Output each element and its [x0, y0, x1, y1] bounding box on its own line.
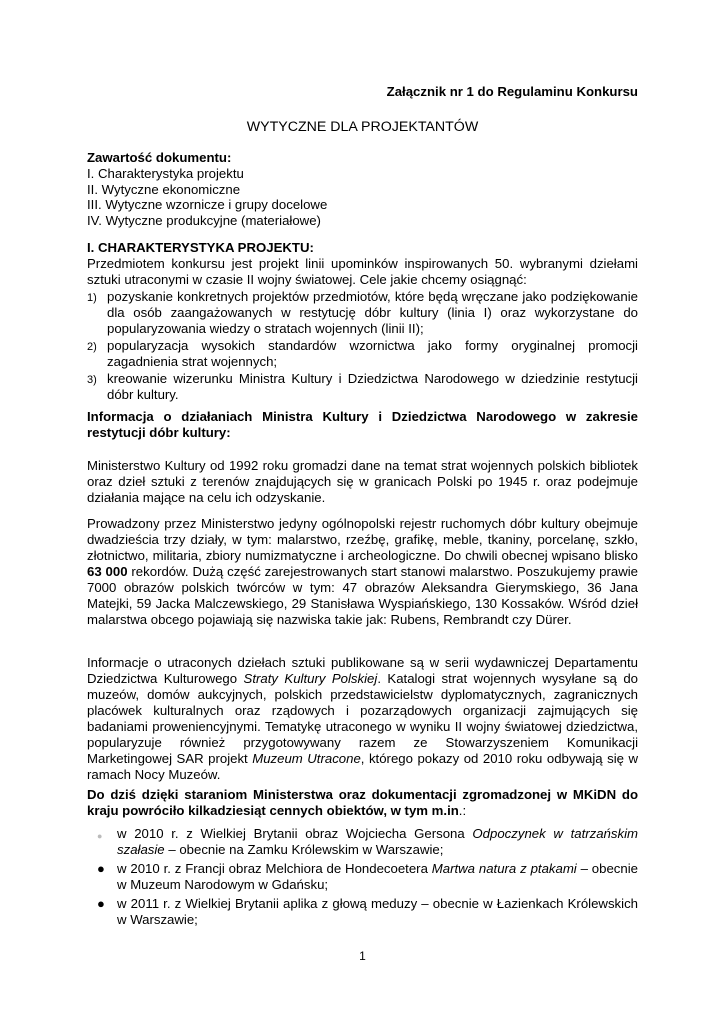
info-heading: Informacja o działaniach Ministra Kultury i Dziedzictwa Narodowego w zakresie restytucji dóbr kultury:: [87, 409, 638, 440]
toc-item: I. Charakterystyka projektu: [87, 166, 244, 181]
series-title: Straty Kultury Polskiej: [243, 671, 378, 686]
toc-item: III. Wytyczne wzornicze i grupy docelowe: [87, 197, 328, 212]
toc-heading: Zawartość dokumentu:: [87, 150, 232, 165]
goal-number: 2): [87, 341, 97, 353]
list-item: [87, 896, 638, 928]
project-title: Muzeum Utracone: [252, 751, 361, 766]
text-run: – obecnie w Muzeum Narodowym w Gdańsku;: [117, 861, 638, 892]
section-heading: I. CHARAKTERYSTYKA PROJEKTU:: [87, 240, 314, 255]
document-title: WYTYCZNE DLA PROJEKTANTÓW: [246, 119, 479, 135]
text-run: Informacje o utraconych dziełach sztuki publikowane są w serii wydawniczej Departamentu Dziedzictwa Kulturowego: [87, 655, 638, 686]
recovered-heading: [87, 787, 638, 819]
records-count: 63 000: [87, 564, 128, 579]
text-run: w 2011 r. z Wielkiej Brytanii aplika z głową meduzy – obecnie w Łazienkach Królewskich w Warszawie;: [117, 896, 638, 927]
annex-label: Załącznik nr 1 do Regulaminu Konkursu: [386, 84, 638, 99]
info-paragraph-1: Ministerstwo Kultury od 1992 roku gromadzi dane na temat strat wojennych polskich bibliotek oraz dzieł sztuki z terenów znajdujących się w granicach Polski po 1945 r. oraz podejmuje działania mające na celu ich odzyskanie.: [87, 458, 638, 505]
text-run: w 2010 r. z Wielkiej Brytanii obraz Wojciecha Gersona: [117, 826, 473, 841]
artwork-title: Martwa natura z ptakami: [431, 861, 577, 876]
toc-list: [87, 166, 327, 228]
info-paragraph-3: [87, 655, 638, 783]
text-run: rekordów. Dużą część zarejestrowanych start stanowi malarstwo. Poszukujemy prawie 7000 obrazów polskich twórców w tym: 47 obrazów Aleksandra Gierymskiego, 36 Jana Matejki, 59 Jacka Malczewskiego, 29 Stanisława Wyspiańskiego, 130 Kossaków. Wśród dzieł malarstwa obcego pojawiają się nazwiska takie jak: Rubens, Rembrandt czy Dürer.: [87, 564, 638, 627]
info-paragraph-2: [87, 516, 638, 628]
goal-item: [87, 371, 638, 403]
bullet-icon: ●: [97, 861, 105, 876]
goal-text: popularyzacja wysokich standardów wzornictwa jako formy oryginalnej promocji zagadnienia strat wojennych;: [107, 338, 638, 369]
toc-item: IV. Wytyczne produkcyjne (materiałowe): [87, 212, 321, 228]
text-run: , którego pokazy od 2010 roku odbywają się w ramach Nocy Muzeów.: [87, 751, 638, 782]
text-run: – obecnie na Zamku Królewskim w Warszawie;: [164, 842, 444, 857]
bullet-icon: ●: [97, 896, 105, 911]
text-run: .:: [458, 803, 467, 818]
text-run: Do dziś dzięki staraniom Ministerstwa oraz dokumentacji zgromadzonej w MKiDN do kraju powróciło kilkadziesiąt cennych obiektów, w tym m.in: [87, 787, 638, 818]
text-run: . Katalogi strat wojennych wysyłane są do muzeów, domów aukcyjnych, polskich przedstawicielstw dyplomatycznych, zagranicznych placówek kulturalnych oraz rządowych i pozarządowych organizacji zajmujących się badaniami proweniencyjnymi. Tematykę utraconego w wyniku II wojny światowej dziedzictwa, popularyzuje również przygotowywany razem ze Stowarzyszeniem Komunikacji Marketingowej SAR projekt: [87, 671, 638, 766]
section-intro: Przedmiotem konkursu jest projekt linii upominków inspirowanych 50. wybranymi dziełami sztuki utraconymi w czasie II wojny światowej. Cele jakie chcemy osiągnąć:: [87, 256, 638, 287]
goals-list: [87, 289, 638, 403]
text-run: w 2010 r. z Francji obraz Melchiora de Hondecoetera: [117, 861, 432, 876]
goal-number: 3): [87, 374, 97, 386]
list-item: [87, 861, 638, 893]
page-number: 1: [359, 949, 366, 963]
goal-item: [87, 289, 638, 337]
text-run: Prowadzony przez Ministerstwo jedyny ogólnopolski rejestr ruchomych dóbr kultury obejmuje dwadzieścia trzy działy, w tym: malarstwo, rzeźbę, grafikę, meble, tkaniny, porcelanę, szkło, złotnictwo, militaria, zbiory numizmatyczne i archeologiczne. Do chwili obecnej wpisano blisko: [87, 516, 638, 563]
goal-text: pozyskanie konkretnych projektów przedmiotów, które będą wręczane jako podziękowanie dla osób zaangażowanych w restytucję dóbr kultury (linia I) oraz wykorzystane do popularyzowania wiedzy o stratach wojennych (linii II);: [107, 289, 638, 336]
bullet-icon: ●: [97, 831, 103, 841]
artwork-title: Odpoczynek w tatrzańskim szałasie: [117, 826, 638, 857]
list-item: [87, 826, 638, 858]
goal-text: kreowanie wizerunku Ministra Kultury i Dziedzictwa Narodowego w dziedzinie restytucji dóbr kultury.: [107, 371, 638, 402]
goal-number: 1): [87, 292, 97, 304]
recovered-list: [87, 826, 638, 931]
toc-item: II. Wytyczne ekonomiczne: [87, 181, 241, 197]
goal-item: [87, 338, 638, 370]
